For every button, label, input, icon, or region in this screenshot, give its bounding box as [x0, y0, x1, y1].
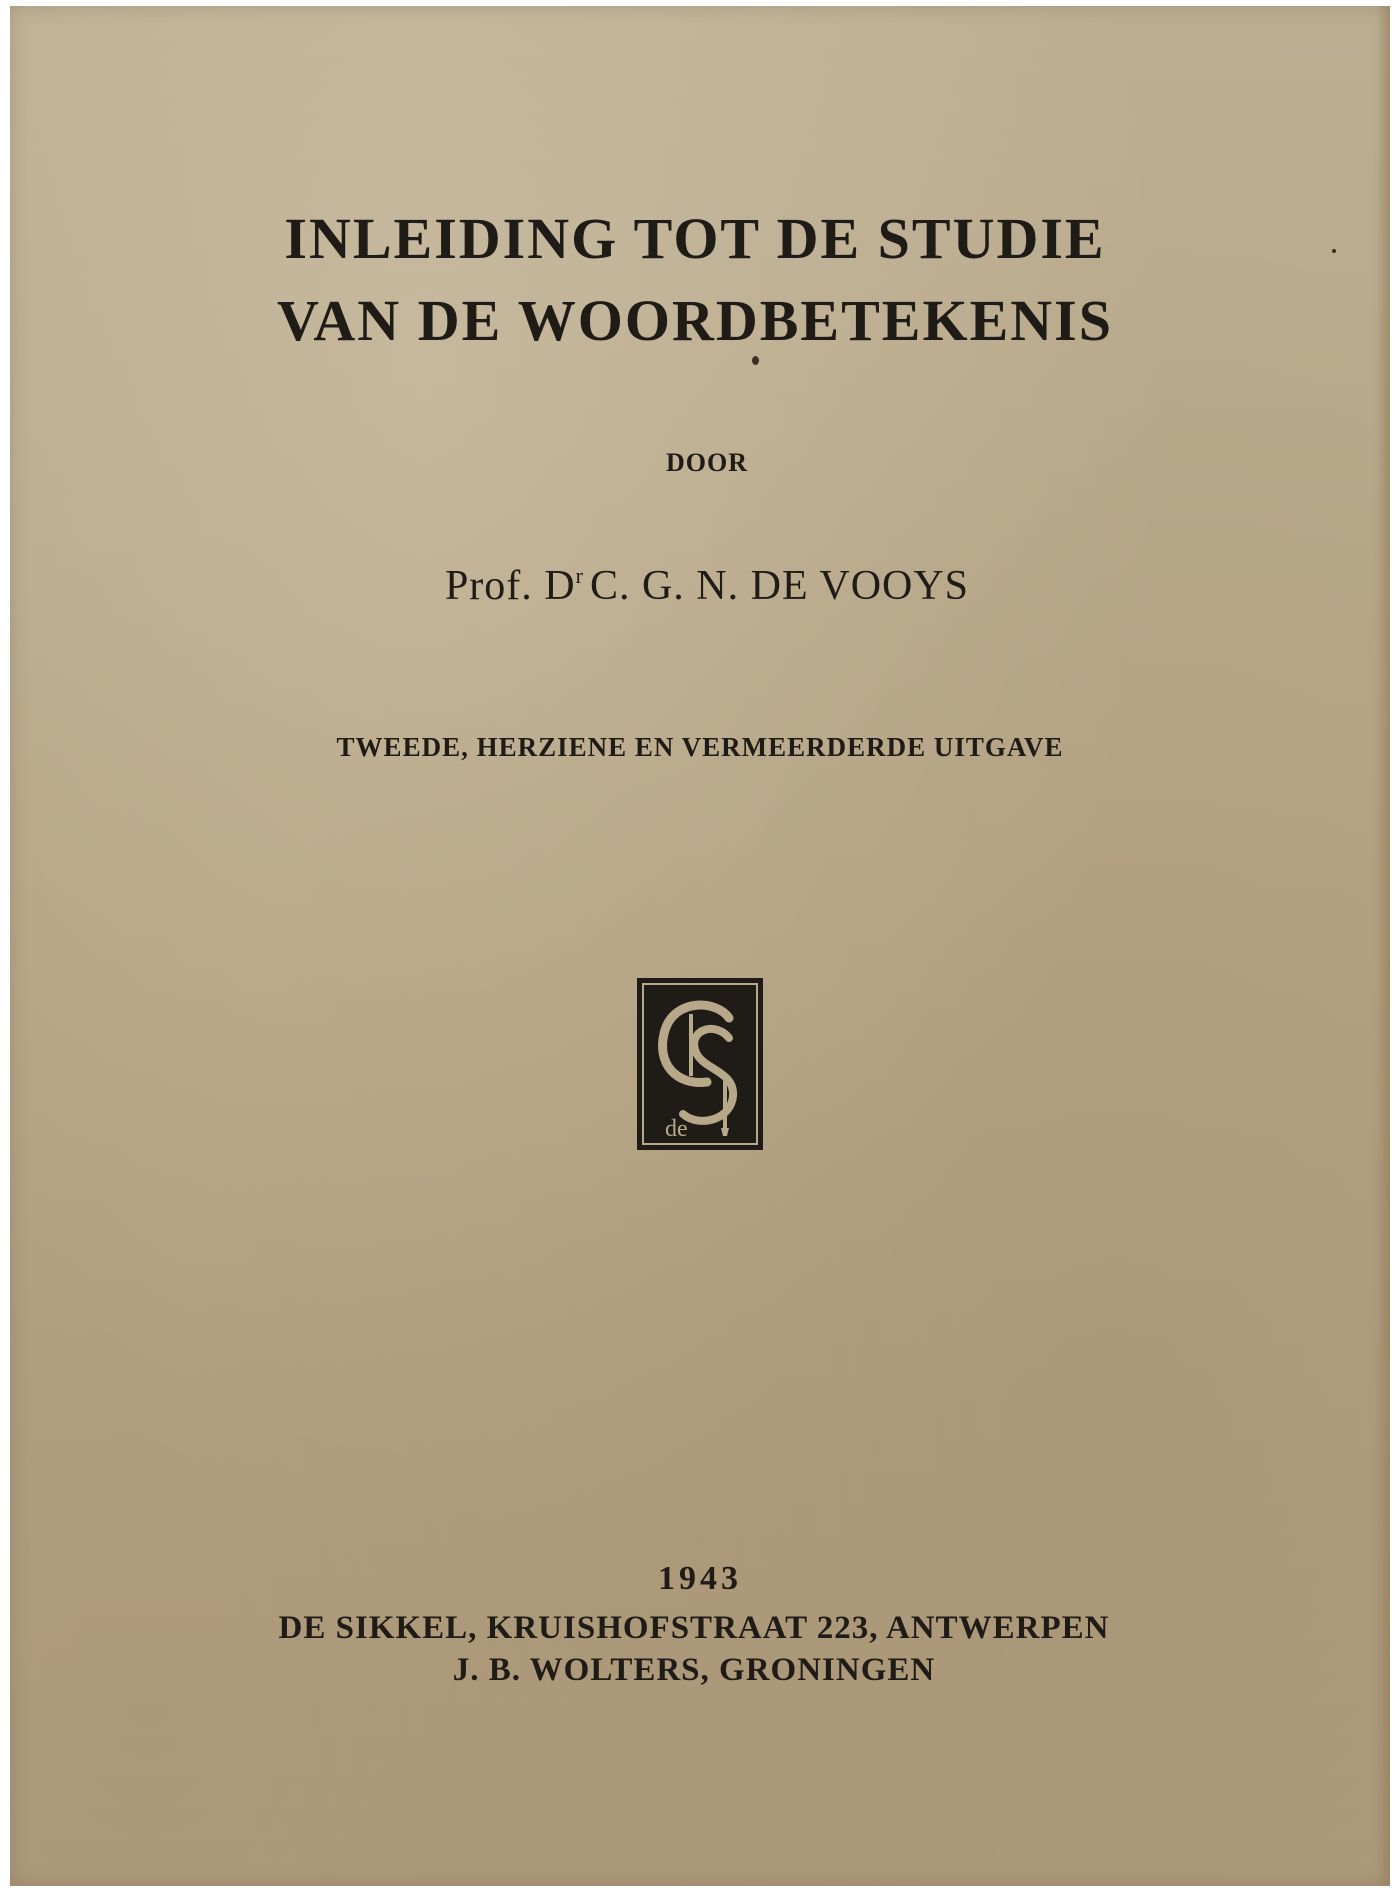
- edition-line: TWEEDE, HERZIENE EN VERMEERDERDE UITGAVE: [336, 732, 1064, 762]
- ink-dot: [1332, 249, 1336, 253]
- by-label: DOOR: [666, 448, 748, 477]
- svg-text:de: de: [665, 1116, 688, 1142]
- author-line: [17, 562, 1397, 610]
- cover-edge-shadow: [1376, 6, 1390, 1886]
- publication-year: 1943: [658, 1560, 742, 1597]
- de-sikkel-monogram-icon: [637, 978, 763, 1150]
- author-prefix: Prof. D: [444, 563, 576, 609]
- publisher-line-2: J. B. WOLTERS, GRONINGEN: [452, 1652, 936, 1688]
- publisher-line-1: DE SIKKEL, KRUISHOFSTRAAT 223, ANTWERPEN: [278, 1610, 1110, 1646]
- ink-dot: [752, 356, 759, 365]
- title-line-2: VAN DE WOORDBETEKENIS: [277, 288, 1113, 353]
- title-line-1: INLEIDING TOT DE STUDIE: [284, 206, 1106, 271]
- author-name: C. G. N. DE VOOYS: [589, 563, 970, 609]
- book-cover: [10, 6, 1390, 1886]
- author-superscript: r: [575, 563, 584, 588]
